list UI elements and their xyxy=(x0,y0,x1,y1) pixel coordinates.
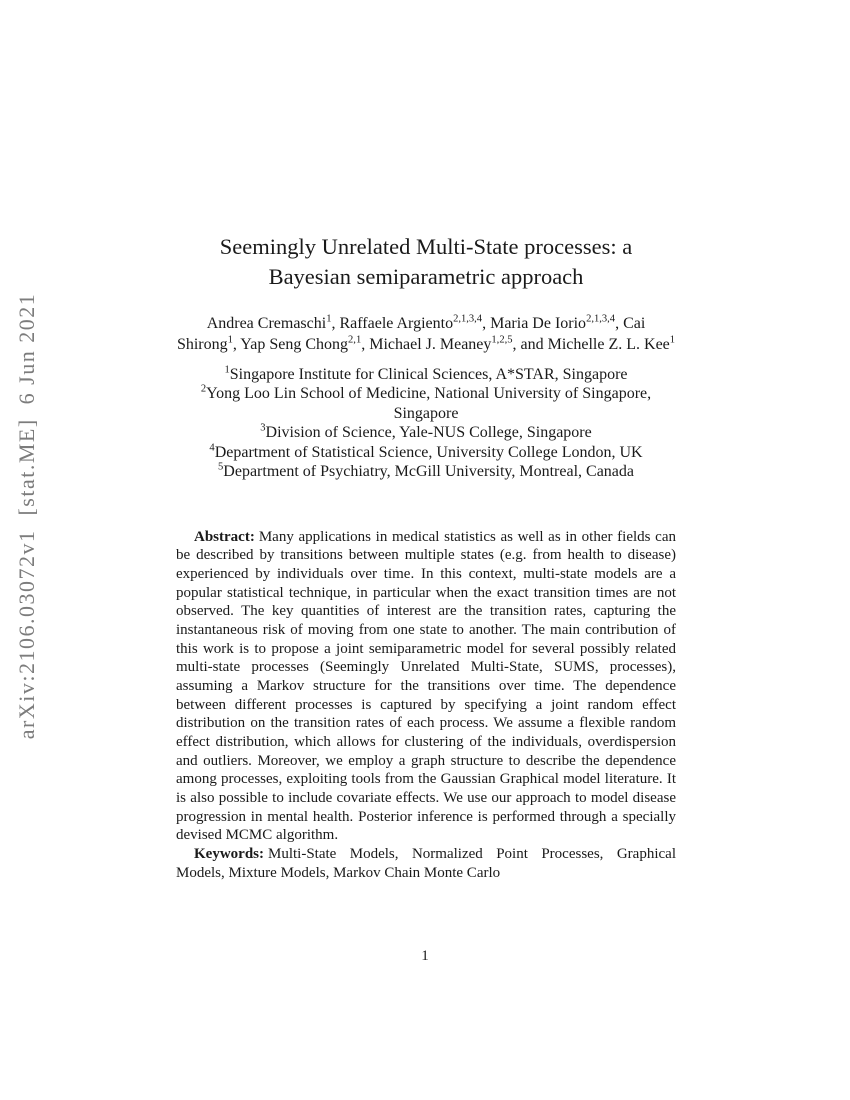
arxiv-watermark-strip xyxy=(14,293,40,739)
affiliation-line-1: $^1$Singapore Institute for Clinical Sciences, A*STAR, Singapore xyxy=(224,364,628,383)
affiliation-line-4: $^4$Department of Statistical Science, University College London, UK xyxy=(209,442,643,461)
article-column xyxy=(176,0,676,882)
abstract-paragraph xyxy=(176,528,676,845)
keywords-paragraph xyxy=(176,845,676,882)
paper-title: Seemingly Unrelated Multi-State processes: a Bayesian semiparametric approach xyxy=(219,234,633,289)
keywords-label: Keywords: xyxy=(194,846,264,863)
affiliation-line-5: $^5$Department of Psychiatry, McGill University, Montreal, Canada xyxy=(218,461,634,481)
abstract-label: Abstract: xyxy=(194,528,255,545)
page-number: 1 xyxy=(421,948,429,964)
arxiv-identifier-label: arXiv:2106.03072v1 [stat.ME] 6 Jun 2021 xyxy=(14,292,39,740)
affiliation-block xyxy=(176,365,676,482)
affiliation-line-3: $^3$Division of Science, Yale-NUS College, Singapore xyxy=(260,422,592,442)
affiliation-line-2: $^2$Yong Loo Lin School of Medicine, National University of Singapore, Singapore xyxy=(200,383,652,422)
author-list: Andrea Cremaschi$^1$, Raffaele Argiento$^{2,1,3,4}$, Maria De Iorio$^{2,1,3,4}$, Cai Shirong$^1$, Yap Seng Chong$^{2,1}$, Michael J. Meaney$^{1,2,5}$, and Michelle Z. L. Kee$^1$ xyxy=(176,314,676,354)
abstract-text: Many applications in medical statistics as well as in other fields can be described by transitions between multiple states (e.g. from health to disease) experienced by individuals over time. In this context, multi-state models are a popular statistical technique, in particular when the exact transition times are not observed. The key quantities of interest are the transition rates, capturing the instantaneous risk of moving from one state to another. The main contribution of this work is to propose a joint semiparametric model for several possibly related multi-state processes (Seemingly Unrelated Multi-State, SUMS, processes), assuming a Markov structure for the transitions over time. The dependence between different processes is captured by specifying a joint random effect distribution on the transition rates of each process. We assume a flexible random effect distribution, which allows for clustering of the individuals, overdispersion and outliers. Moreover, we employ a graph structure to describe the dependence among processes, exploiting tools from the Gaussian Graphical model literature. It is also possible to include covariate effects. We use our approach to model disease progression in mental health. Posterior inference is performed through a specially devised MCMC algorithm. xyxy=(176,528,676,844)
keywords-text: Multi-State Models, Normalized Point Processes, Graphical Models, Mixture Models, Markov Chain Monte Carlo xyxy=(176,846,676,881)
